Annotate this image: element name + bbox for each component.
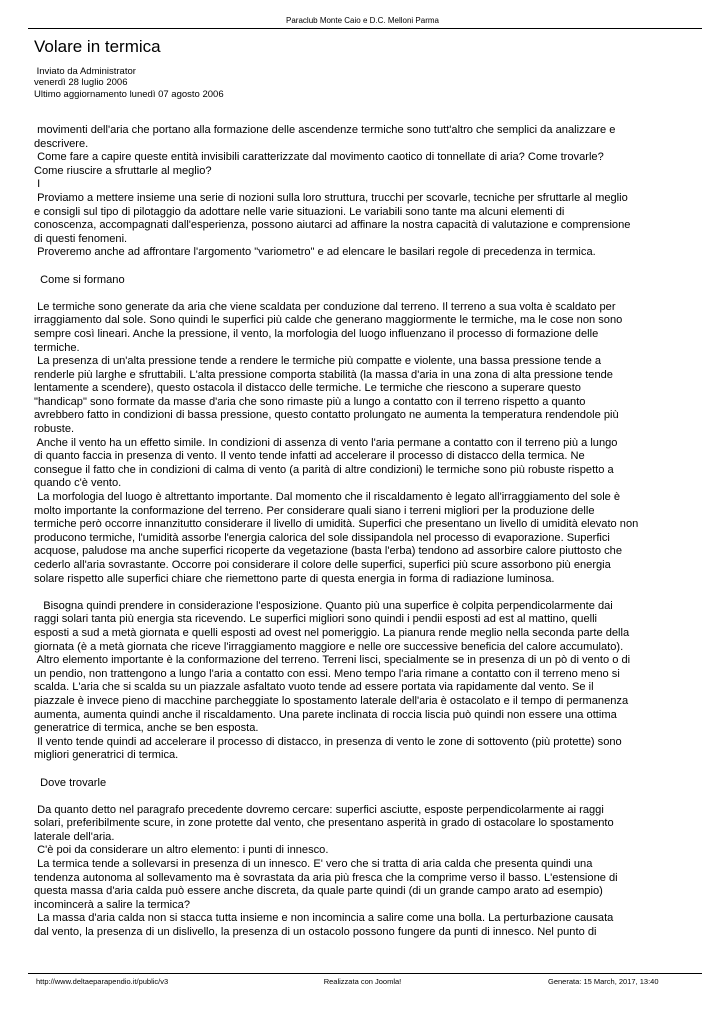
paragraph-line: consegue il fatto che in condizioni di calma di vento (a parità di altre condizioni) le termiche sono più robuste rispetto a: [34, 463, 614, 476]
paragraph-line: cederlo all'aria sovrastante. Occorre poi considerare il colore delle superfici, superfici più scure assorbono più energia: [34, 559, 611, 571]
paragraph-line: Anche il vento ha un effetto simile. In condizioni di assenza di vento l'aria permane a contatto con il terreno più a lungo: [34, 436, 618, 449]
paragraph-line: incomincerà a salire la termica?: [34, 898, 190, 911]
paragraph-spacer: [34, 287, 694, 301]
paragraph: [34, 192, 694, 246]
paragraph-line: e consigli sul tipo di pilotaggio da adottare nelle varie situazioni. Le variabili sono tante ma alcuni elementi di: [34, 205, 565, 218]
paragraph-line: La presenza di un'alta pressione tende a rendere le termiche più compatte e violente, una bassa pressione tende a: [34, 355, 602, 368]
paragraph-line: Come fare a capire queste entità invisibili caratterizzate dal movimento caotico di tonnellate di aria? Come trovarle?: [34, 151, 604, 164]
paragraph-line: conoscenza, accompagnati dall'esperienza, possono aiutarci ad affinare la nostra capacità di valutazione e comprensione: [34, 219, 631, 232]
paragraph-line: La morfologia del luogo è altrettanto importante. Dal momento che il riscaldamento è legato all'irraggiamento del sole è: [34, 491, 621, 504]
paragraph-line: producono termiche, l'umidità assorbe l'energia calorica del sole dissipandola nel processo di evaporazione. Superfici: [34, 531, 610, 544]
paragraph-line: La massa d'aria calda non si stacca tutta insieme e non incomincia a salire come una bolla. La perturbazione causata: [34, 912, 614, 925]
paragraph-line: C'è poi da considerare un altro elemento: i punti di innesco.: [34, 844, 329, 857]
paragraph: [34, 246, 694, 260]
paragraph-line: La termica tende a sollevarsi in presenza di un innesco. E' vero che si tratta di aria calda che presenta quindi una: [34, 858, 593, 871]
paragraph: [34, 912, 694, 939]
paragraph: [34, 178, 694, 192]
paragraph-line: "handicap" sono formate da masse d'aria che sono rimaste più a lungo a contatto con il terreno rispetto a quanto: [34, 395, 586, 408]
paragraph-line: un pendio, non trattengono a lungo l'aria a contatto con essi. Meno tempo l'aria rimane a contatto con il terreno meno si: [34, 667, 620, 680]
paragraph: [34, 301, 694, 355]
footer-url: http://www.deltaeparapendio.it/public/v3: [36, 977, 169, 986]
paragraph-line: Da quanto detto nel paragrafo precedente dovremo cercare: superfici asciutte, esposte perpendicolarmente ai raggi: [34, 803, 604, 816]
paragraph: [34, 151, 694, 178]
paragraph-spacer: [34, 790, 694, 804]
paragraph: [34, 124, 694, 151]
paragraph-line: laterale dell'aria.: [34, 830, 115, 843]
footer-generated-date: Generata: 15 March, 2017, 13:40: [548, 977, 659, 986]
paragraph: [34, 777, 694, 791]
paragraph-line: sempre così lineari. Anche la pressione, il vento, la morfologia del luogo influenzano il processo di formazione delle: [34, 327, 599, 340]
paragraph: [34, 274, 694, 288]
paragraph-line: giornata (è a metà giornata che riceve l'irraggiamento maggiore e nelle ore successive beneficia del calore accumulato).: [34, 640, 624, 653]
paragraph: [34, 654, 694, 736]
header-divider: [28, 28, 702, 29]
paragraph-line: esposti a sud a metà giornata e quelli esposti ad ovest nel pomeriggio. La pianura rende meglio nella seconda parte della: [34, 626, 630, 639]
paragraph-line: Il vento tende quindi ad accelerare il processo di distacco, in presenza di vento le zone di sottovento (più protette) sono: [34, 735, 622, 748]
paragraph-line: migliori generatrici di termica.: [34, 749, 179, 762]
paragraph-line: solare rispetto alle superfici chiare che riemettono parte di questa energia in forma di radiazione luminosa.: [34, 572, 555, 585]
paragraph-line: molto importante la conformazione del terreno. Per considerare quali siano i terreni migliori per la produzione delle: [34, 504, 595, 517]
paragraph-line: Come si formano: [34, 273, 125, 286]
paragraph-line: Come riuscire a sfruttarle al meglio?: [34, 164, 212, 177]
paragraph-spacer: [34, 586, 694, 600]
paragraph-line: Le termiche sono generate da aria che viene scaldata per conduzione dal terreno. Il terreno a sua volta è scaldato per: [34, 300, 616, 313]
paragraph-line: scalda. L'aria che si scalda su un piazzale asfaltato vuoto tende ad essere portata via rapidamente dal vento. Se il: [34, 681, 594, 694]
paragraph-line: di questi fenomeni.: [34, 232, 128, 245]
paragraph-line: Bisogna quindi prendere in considerazione l'esposizione. Quanto più una superfice è colpita perpendicolarmente dai: [34, 599, 613, 612]
paragraph-line: irraggiamento dal sole. Sono quindi le superfici più calde che generano maggiormente le termiche, ma le cose non sono: [34, 314, 623, 327]
paragraph-line: Proveremo anche ad affrontare l'argomento "variometro" e ad elencare le basilari regole di precedenza in termica.: [34, 246, 596, 259]
meta-date: venerdì 28 luglio 2006: [34, 77, 128, 89]
paragraph: [34, 844, 694, 858]
paragraph-line: movimenti dell'aria che portano alla formazione delle ascendenze termiche sono tutt'altro che semplici da analizzare e: [34, 124, 616, 136]
paragraph-line: tendenza autonoma al sollevamento ma è sovrastata da aria più fresca che la comprime verso il basso. L'estensione di: [34, 871, 618, 884]
paragraph-line: raggi solari tanta più energia sta ricevendo. Le superfici migliori sono quindi i pendii esposti ad est al mattino, quelli: [34, 613, 598, 626]
paragraph-line: acquose, paludose ma anche superfici ricoperte da vegetazione (basta l'erba) tendono ad assorbire calore piuttosto che: [34, 545, 622, 558]
footer-powered-by: Realizzata con Joomla!: [323, 977, 402, 986]
paragraph: [34, 491, 694, 586]
paragraph-line: robuste.: [34, 423, 75, 436]
paragraph-line: questa massa d'aria calda può essere anche discreta, da quale parte quindi (di un grande campo arato ad esempio): [34, 885, 603, 898]
paragraph-line: piazzale è invece pieno di macchine parcheggiate lo spostamento laterale dell'aria è ostacolato e il tempo di permanenza: [34, 694, 629, 707]
paragraph-line: descrivere.: [34, 137, 89, 150]
paragraph-line: dal vento, la presenza di un dislivello, la presenza di un ostacolo possono fungere da punti di innesco. Nel punto di: [34, 926, 597, 939]
paragraph: [34, 600, 694, 654]
paragraph: [34, 437, 694, 491]
paragraph: [34, 858, 694, 912]
article-body: [34, 124, 694, 940]
paragraph-line: Dove trovarle: [34, 776, 107, 789]
article-meta: [34, 66, 224, 100]
paragraph-line: quando c'è vento.: [34, 477, 122, 490]
paragraph-line: solari, preferibilmente scure, in zone protette dal vento, che presentano asperità in grado di ostacolare lo spostamento: [34, 817, 614, 830]
site-header: Paraclub Monte Caio e D.C. Melloni Parma: [286, 16, 439, 25]
paragraph: [34, 736, 694, 763]
paragraph-line: I: [34, 178, 41, 191]
paragraph-spacer: [34, 260, 694, 274]
paragraph-line: Proviamo a mettere insieme una serie di nozioni sulla loro struttura, trucchi per scovarle, tecniche per sfruttarle al meglio: [34, 191, 628, 204]
paragraph-line: termiche.: [34, 341, 80, 354]
paragraph: [34, 355, 694, 437]
footer-divider: [28, 973, 702, 974]
article-title: Volare in termica: [34, 37, 161, 56]
paragraph-line: generatrice di termica, anche se ben esposta.: [34, 722, 259, 735]
meta-author: Inviato da Administrator: [34, 66, 136, 77]
paragraph-line: di quanto faccia in presenza di vento. Il vento tende infatti ad accelerare il processo di distacco della termica. Ne: [34, 450, 585, 463]
paragraph-line: avrebbero fatto in condizioni di bassa pressione, questo contatto prolungato ne aumenta la temperatura rendendole più: [34, 409, 619, 422]
paragraph: [34, 804, 694, 845]
paragraph-spacer: [34, 763, 694, 777]
paragraph-line: renderle più larghe e sfruttabili. L'alta pressione comporta stabilità (la massa d'aria in una zona di alta pressione tende: [34, 368, 613, 381]
paragraph-line: lentamente a scendere), questo ostacola il distacco delle termiche. Le termiche che riescono a superare questo: [34, 382, 581, 395]
paragraph-line: aumenta, aumenta quindi anche il riscaldamento. Una parete inclinata di roccia liscia può quindi non essere una ottima: [34, 708, 617, 721]
paragraph-line: Altro elemento importante è la conformazione del terreno. Terreni lisci, specialmente se in presenza di un pò di vento o di: [34, 654, 631, 667]
paragraph-line: termiche però occorre innanzitutto considerare il livello di umidità. Superfici che presentano un livello di umidità elevato non: [34, 518, 639, 531]
meta-updated: Ultimo aggiornamento lunedì 07 agosto 2006: [34, 88, 224, 100]
